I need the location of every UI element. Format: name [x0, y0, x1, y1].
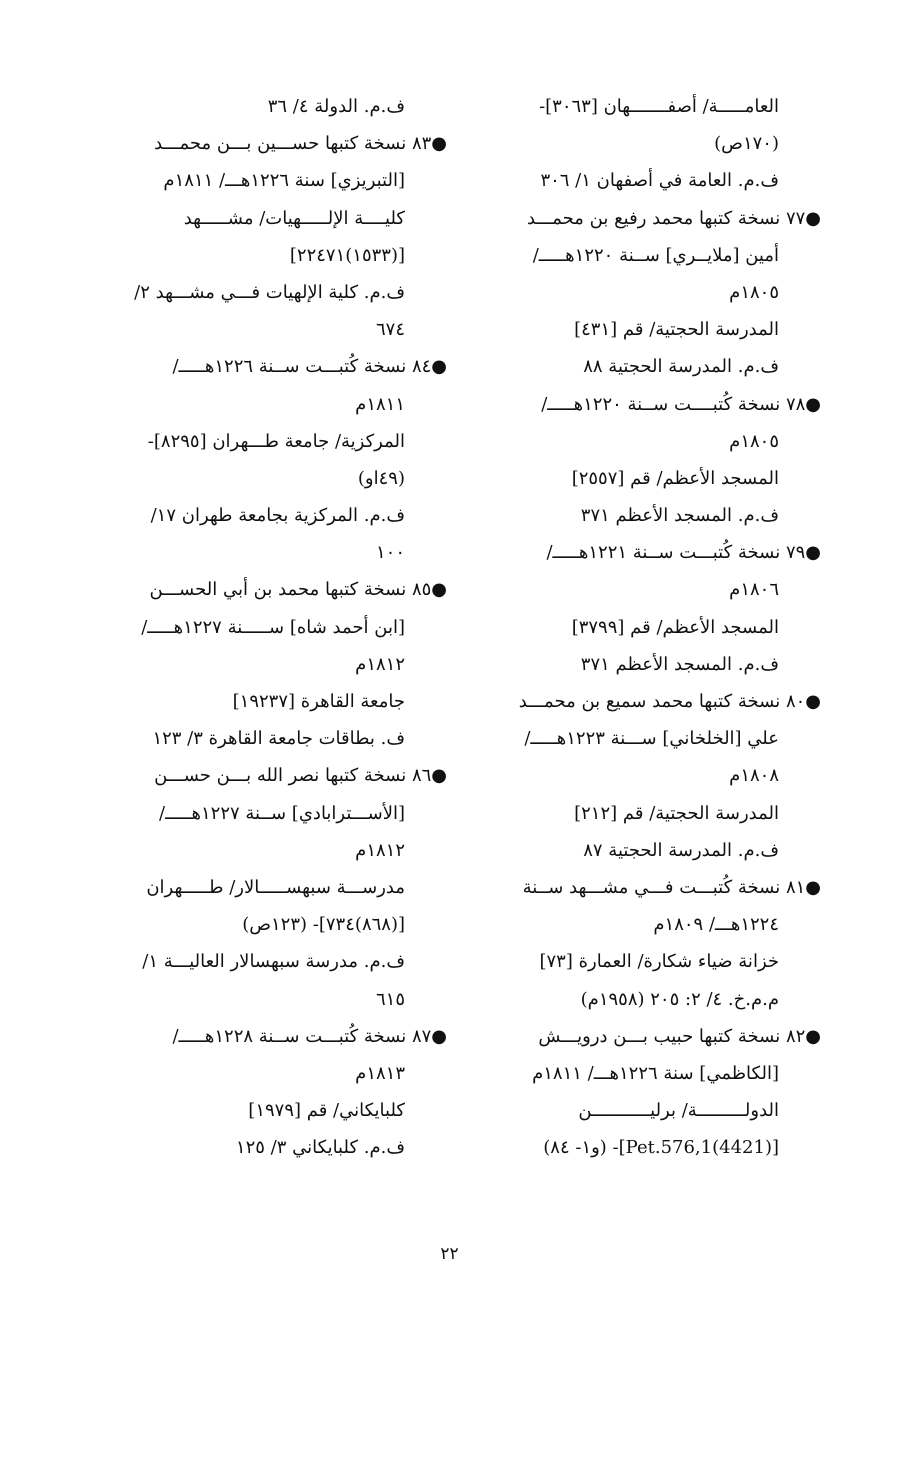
text-line: ف.م. المدرسة الحجتية ٨٧: [583, 839, 779, 861]
text-line: ف.م. كلية الإلهيات فـــي مشـــهد ٢/: [134, 281, 405, 303]
text-line: ١٠٠: [375, 542, 405, 564]
entry-line: ●٨٦ نسخة كتبها نصر الله بـــن حســـن: [154, 765, 447, 787]
text-line: كلبايكاني/ قم [١٩٧٩]: [248, 1100, 405, 1122]
text-line: [الكاظمي] سنة ١٢٢٦هـــ/ ١٨١١م: [532, 1062, 779, 1084]
page-number: ٢٢: [440, 1244, 459, 1264]
text-line: ف.م. المدرسة الحجتية ٨٨: [583, 356, 779, 378]
text-line: ف.م. كلبايكاني ٣/ ١٢٥: [235, 1137, 405, 1159]
text-line: ١٢٢٤هـــ/ ١٨٠٩م: [653, 914, 779, 936]
text-line: ٦١٥: [375, 988, 405, 1010]
text-line: [(4421)Pet.576,1]- (و١- ٨٤): [543, 1137, 779, 1159]
text-line: الدولـــــــــة/ برليـــــــــــن: [578, 1100, 779, 1122]
entry-line: ●٨٠ نسخة كتبها محمد سميع بن محمـــد: [518, 691, 821, 712]
text-line: ٦٧٤: [375, 319, 405, 341]
text-line: ١٨١٢م: [355, 653, 405, 675]
entry-line: ●٨٧ نسخة كُتبـــت ســنة ١٢٢٨هـــــ/: [172, 1025, 447, 1047]
text-line: ف.م. المسجد الأعظم ٣٧١: [580, 505, 779, 527]
entry-line: ●٧٨ نسخة كُتبــــت ســنة ١٢٢٠هـــــ/: [541, 393, 821, 415]
text-line: م.م.خ. ٤/ ٢: ٢٠٥ (١٩٥٨م): [580, 988, 779, 1010]
text-line: ١٨٠٥م: [729, 281, 779, 303]
text-line: ١٨١٢م: [355, 839, 405, 861]
text-line: العامـــــة/ أصفـــــــهان [٣٠٦٣]-: [539, 96, 779, 117]
text-line: ف.م. المسجد الأعظم ٣٧١: [580, 653, 779, 675]
entry-line: ●٨٤ نسخة كُتبـــت ســنة ١٢٢٦هـــــ/: [172, 356, 447, 378]
text-line: أمين [ملايــري] ســنة ١٢٢٠هـــــ/: [532, 244, 779, 266]
text-line: [(٨٦٨)٧٣٤]- (١٢٣ص): [242, 914, 405, 936]
text-line: [(١٥٣٣)٢٢٤٧١]: [289, 244, 405, 266]
text-line: [ابن أحمد شاه] ســـــنة ١٢٢٧هـــــ/: [141, 616, 405, 638]
column-right: [491, 88, 821, 1166]
text-line: [الأســـترابادي] ســنة ١٢٢٧هـــــ/: [159, 802, 405, 824]
entry-line: ●٨٥ نسخة كتبها محمد بن أبي الحســـن: [149, 579, 447, 601]
text-line: جامعة القاهرة [١٩٢٣٧]: [232, 691, 405, 712]
text-line: المسجد الأعظم/ قم [٢٥٥٧]: [571, 467, 779, 489]
entry-line: ●٧٧ نسخة كتبها محمد رفيع بن محمـــد: [526, 207, 821, 229]
text-line: المسجد الأعظم/ قم [٣٧٩٩]: [571, 616, 779, 638]
text-line: ف.م. المركزية بجامعة طهران ١٧/: [150, 505, 405, 527]
text-line: المدرسة الحجتية/ قم [٢١٢]: [574, 802, 779, 824]
column-left: [117, 88, 447, 1166]
text-line: ١٨١٣م: [355, 1062, 405, 1084]
text-line: كليــــة الإلـــــهيات/ مشـــــهد: [183, 207, 405, 229]
text-line: مدرســـة سبهســـــالار/ طـــــهران: [146, 876, 405, 898]
text-line: (١٧٠ص): [714, 133, 779, 155]
entry-line: ●٨٣ نسخة كتبها حســـين بـــن محمـــد: [154, 133, 447, 155]
entry-line: ●٨١ نسخة كُتبـــت فـــي مشـــهد ســنة: [522, 876, 821, 898]
text-line: علي [الخلخاني] ســـنة ١٢٢٣هـــــ/: [524, 728, 779, 750]
text-line: [التبريزي] سنة ١٢٢٦هـــ/ ١٨١١م: [163, 170, 405, 192]
entry-line: ●٨٢ نسخة كتبها حبيب بـــن درويـــش: [538, 1025, 821, 1047]
text-line: ف. بطاقات جامعة القاهرة ٣/ ١٢٣: [152, 728, 405, 750]
text-line: المركزية/ جامعة طـــهران [٨٢٩٥]-: [147, 430, 405, 452]
text-line: المدرسة الحجتية/ قم [٤٣١]: [574, 319, 779, 341]
text-line: ف.م. الدولة ٤/ ٣٦: [267, 96, 405, 117]
text-line: ١٨٠٨م: [729, 765, 779, 787]
text-line: ١٨٠٥م: [729, 430, 779, 452]
text-line: ف.م. العامة في أصفهان ١/ ٣٠٦: [540, 170, 779, 192]
text-line: (٤٩او): [357, 467, 405, 489]
text-line: ١٨١١م: [355, 393, 405, 415]
entry-line: ●٧٩ نسخة كُتبـــت ســنة ١٢٢١هـــــ/: [546, 542, 821, 564]
text-line: ١٨٠٦م: [729, 579, 779, 601]
text-line: خزانة ضياء شكارة/ العمارة [٧٣]: [539, 951, 779, 973]
text-line: ف.م. مدرسة سبهسالار العاليـــة ١/: [142, 951, 405, 973]
